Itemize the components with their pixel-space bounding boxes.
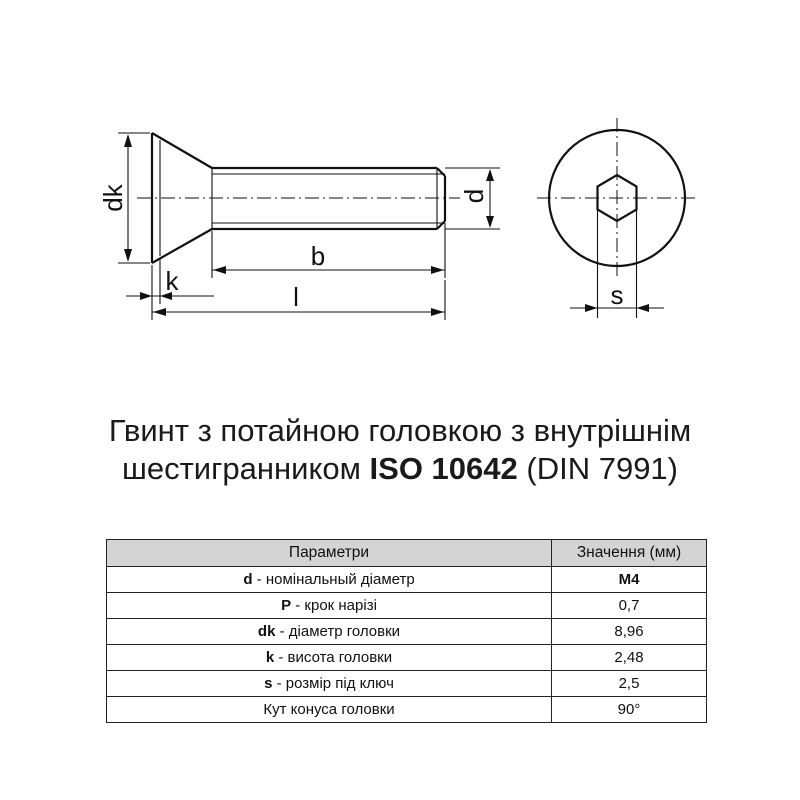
dimension-k bbox=[126, 258, 214, 320]
param-desc: - розмір під ключ bbox=[272, 675, 394, 692]
label-b: b bbox=[310, 241, 326, 271]
param-cell bbox=[107, 645, 552, 671]
header-parameters: Параметри bbox=[107, 540, 552, 567]
label-dk: dk bbox=[98, 184, 128, 212]
table-row bbox=[107, 567, 707, 593]
param-cell bbox=[107, 567, 552, 593]
table-row bbox=[107, 697, 707, 723]
screw-technical-drawing bbox=[0, 0, 800, 360]
param-symbol: k bbox=[265, 649, 275, 666]
title-standard: ISO 10642 bbox=[369, 451, 518, 486]
specifications-table bbox=[106, 539, 707, 723]
param-desc: - крок нарізі bbox=[291, 597, 377, 614]
value-cell: 90° bbox=[552, 697, 707, 723]
product-title bbox=[40, 412, 760, 488]
param-desc: - діаметр головки bbox=[275, 623, 401, 640]
label-l: l bbox=[293, 282, 299, 312]
dimension-l bbox=[152, 280, 445, 320]
param-cell bbox=[107, 671, 552, 697]
table-row bbox=[107, 671, 707, 697]
title-prefix: шестигранником bbox=[121, 451, 361, 486]
dimension-b bbox=[212, 223, 445, 278]
param-desc: Кут конуса головки bbox=[263, 701, 395, 718]
param-desc: - номінальный діаметр bbox=[252, 571, 415, 588]
header-values: Значення (мм) bbox=[552, 540, 707, 567]
param-desc: - висота головки bbox=[274, 649, 393, 666]
param-symbol: P bbox=[281, 597, 292, 614]
param-symbol: s bbox=[264, 675, 273, 692]
screw-side-view bbox=[137, 133, 460, 263]
label-s: s bbox=[610, 280, 624, 310]
table-row bbox=[107, 645, 707, 671]
param-cell bbox=[107, 619, 552, 645]
param-cell bbox=[107, 593, 552, 619]
param-symbol: dk bbox=[257, 623, 276, 640]
title-line-2 bbox=[40, 450, 760, 488]
label-k: k bbox=[165, 266, 179, 296]
param-cell bbox=[107, 697, 552, 723]
screw-end-view bbox=[537, 118, 697, 278]
table-row bbox=[107, 593, 707, 619]
title-line-1: Гвинт з потайною головкою з внутрішнім bbox=[108, 413, 692, 448]
value-cell: 0,7 bbox=[552, 593, 707, 619]
table-row bbox=[107, 619, 707, 645]
value-cell bbox=[552, 567, 707, 593]
table-header-row bbox=[107, 540, 707, 567]
label-d: d bbox=[459, 188, 489, 204]
param-symbol: d bbox=[243, 571, 253, 588]
value-cell: 2,5 bbox=[552, 671, 707, 697]
value-cell: 2,48 bbox=[552, 645, 707, 671]
value-cell: 8,96 bbox=[552, 619, 707, 645]
value-text: M4 bbox=[618, 571, 640, 588]
title-suffix: (DIN 7991) bbox=[526, 451, 678, 486]
